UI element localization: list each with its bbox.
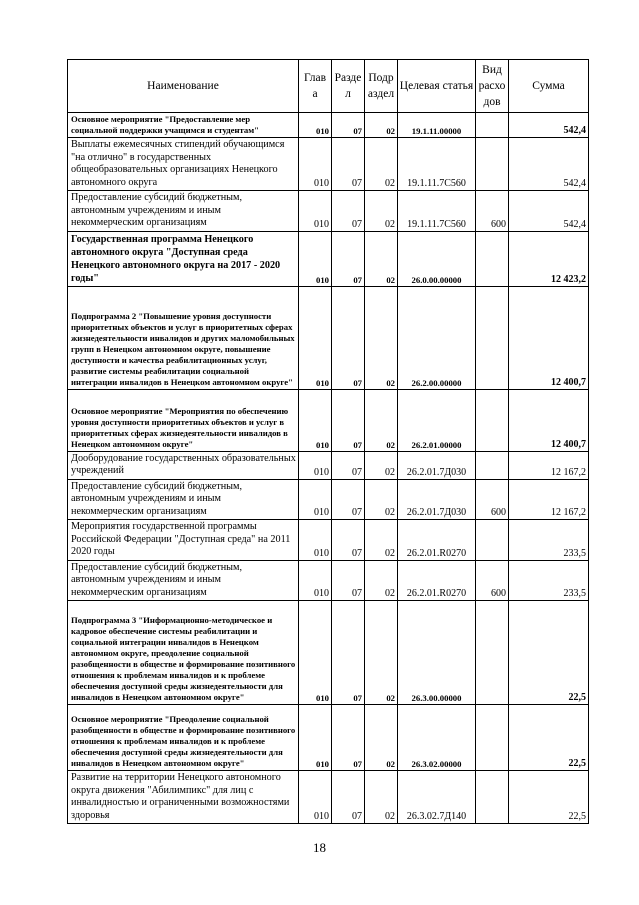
table-row [68,771,589,824]
cell-razdel: 07 [332,520,365,561]
cell-expense-type [476,601,509,705]
cell-expense-type [476,231,509,286]
table-row [68,705,589,771]
cell-name: Выплаты ежемесячных стипендий обучающимся "на отлично" в государственных общеобразовательных организациях Ненецкого автономного округа [68,138,299,191]
cell-expense-type [476,451,509,479]
cell-target-article: 26.2.01.R0270 [398,520,476,561]
cell-sum: 22,5 [509,601,589,705]
cell-glava: 010 [299,601,332,705]
cell-name: Предоставление субсидий бюджетным, автономным учреждениям и иным некоммерческим организациям [68,479,299,520]
cell-expense-type: 600 [476,560,509,601]
cell-name: Развитие на территории Ненецкого автономного округа движения "Абилимпикс" для лиц с инвалидностью и ограниченными возможностями здоровья [68,771,299,824]
cell-target-article: 26.3.00.00000 [398,601,476,705]
header-razdel: Разде л [332,60,365,113]
cell-name: Подпрограмма 3 "Информационно-методическое и кадровое обеспечение системы реабилитации и социальной интеграции инвалидов в Ненецком автономном округе, преодоление социальной разобщенности в обществе и формирование позитивного отношения к проблемам инвалидов и к проблеме обеспечения доступной среды жизнедеятельности для инвалидов в Ненецком автономном округе" [68,601,299,705]
cell-glava: 010 [299,705,332,771]
cell-name: Подпрограмма 2 "Повышение уровня доступности приоритетных объектов и услуг в приоритетных сферах жизнедеятельности инвалидов и других маломобильных групп в Ненецком автономном округе, повышение доступности и качества реабилитационных услуг, развитие системы реабилитации социальной интеграции инвалидов в Ненецком автономном округе" [68,286,299,389]
cell-podrazdel: 02 [365,479,398,520]
cell-glava: 010 [299,479,332,520]
cell-razdel: 07 [332,479,365,520]
cell-podrazdel: 02 [365,705,398,771]
cell-podrazdel: 02 [365,113,398,138]
cell-name: Дооборудование государственных образовательных учреждений [68,451,299,479]
cell-name: Основное мероприятие "Мероприятия по обеспечению уровня доступности приоритетных объектов и услуг в приоритетных сферах жизнедеятельности инвалидов в Ненецком автономном округе" [68,389,299,451]
cell-razdel: 07 [332,191,365,232]
cell-sum: 12 167,2 [509,451,589,479]
cell-target-article: 19.1.11.7С560 [398,191,476,232]
table-row [68,560,589,601]
cell-target-article: 26.3.02.00000 [398,705,476,771]
cell-expense-type [476,705,509,771]
cell-target-article: 26.2.01.R0270 [398,560,476,601]
cell-glava: 010 [299,138,332,191]
cell-razdel: 07 [332,705,365,771]
cell-target-article: 19.1.11.7С560 [398,138,476,191]
table-row [68,479,589,520]
cell-glava: 010 [299,113,332,138]
table-row [68,286,589,389]
table-row [68,138,589,191]
cell-expense-type: 600 [476,479,509,520]
cell-razdel: 07 [332,138,365,191]
cell-sum: 22,5 [509,771,589,824]
cell-glava: 010 [299,286,332,389]
header-expense-type: Вид расхо дов [476,60,509,113]
cell-glava: 010 [299,389,332,451]
table-body [68,113,589,824]
table-row [68,191,589,232]
cell-target-article: 26.0.00.00000 [398,231,476,286]
cell-razdel: 07 [332,113,365,138]
cell-expense-type [476,113,509,138]
cell-sum: 542,4 [509,138,589,191]
cell-podrazdel: 02 [365,286,398,389]
header-target-article: Целевая статья [398,60,476,113]
cell-podrazdel: 02 [365,451,398,479]
cell-expense-type [476,520,509,561]
cell-podrazdel: 02 [365,771,398,824]
cell-target-article: 19.1.11.00000 [398,113,476,138]
cell-sum: 12 423,2 [509,231,589,286]
cell-name: Основное мероприятие "Предоставление мер социальной поддержки учащимся и студентам" [68,113,299,138]
table-row [68,231,589,286]
cell-sum: 12 400,7 [509,286,589,389]
cell-sum: 12 400,7 [509,389,589,451]
cell-sum: 22,5 [509,705,589,771]
table-row [68,113,589,138]
cell-name: Мероприятия государственной программы Российской Федерации "Доступная среда" на 2011 2020 годы [68,520,299,561]
cell-expense-type [476,286,509,389]
cell-name: Предоставление субсидий бюджетным, автономным учреждениям и иным некоммерческим организациям [68,191,299,232]
header-name: Наименование [68,60,299,113]
cell-expense-type [476,138,509,191]
cell-podrazdel: 02 [365,231,398,286]
cell-target-article: 26.2.00.00000 [398,286,476,389]
cell-target-article: 26.2.01.7Д030 [398,479,476,520]
cell-razdel: 07 [332,286,365,389]
cell-target-article: 26.3.02.7Д140 [398,771,476,824]
cell-podrazdel: 02 [365,520,398,561]
table-row [68,451,589,479]
table-header-row [68,60,589,113]
cell-razdel: 07 [332,560,365,601]
cell-glava: 010 [299,451,332,479]
cell-glava: 010 [299,231,332,286]
cell-sum: 12 167,2 [509,479,589,520]
cell-target-article: 26.2.01.7Д030 [398,451,476,479]
cell-glava: 010 [299,520,332,561]
cell-sum: 233,5 [509,560,589,601]
cell-podrazdel: 02 [365,389,398,451]
cell-sum: 542,4 [509,191,589,232]
cell-sum: 233,5 [509,520,589,561]
cell-sum: 542,4 [509,113,589,138]
cell-glava: 010 [299,771,332,824]
cell-razdel: 07 [332,389,365,451]
cell-expense-type [476,771,509,824]
cell-expense-type: 600 [476,191,509,232]
header-glava: Глав а [299,60,332,113]
cell-razdel: 07 [332,771,365,824]
cell-name: Основное мероприятие "Преодоление социальной разобщенности в обществе и формирование позитивного отношения к проблемам инвалидов и к проблеме обеспечения доступной среды жизнедеятельности для инвалидов в Ненецком автономном округе" [68,705,299,771]
cell-target-article: 26.2.01.00000 [398,389,476,451]
cell-razdel: 07 [332,601,365,705]
table-row [68,389,589,451]
cell-podrazdel: 02 [365,601,398,705]
cell-glava: 010 [299,191,332,232]
cell-podrazdel: 02 [365,191,398,232]
cell-name: Предоставление субсидий бюджетным, автономным учреждениям и иным некоммерческим организациям [68,560,299,601]
table-row [68,520,589,561]
cell-razdel: 07 [332,451,365,479]
cell-podrazdel: 02 [365,138,398,191]
table-row [68,601,589,705]
header-sum: Сумма [509,60,589,113]
cell-glava: 010 [299,560,332,601]
cell-expense-type [476,389,509,451]
page-number: 18 [313,840,326,855]
cell-razdel: 07 [332,231,365,286]
cell-name: Государственная программа Ненецкого автономного округа "Доступная среда Ненецкого автономного округа на 2017 - 2020 годы" [68,231,299,286]
cell-podrazdel: 02 [365,560,398,601]
budget-table [67,59,589,824]
header-podrazdel: Подр аздел [365,60,398,113]
